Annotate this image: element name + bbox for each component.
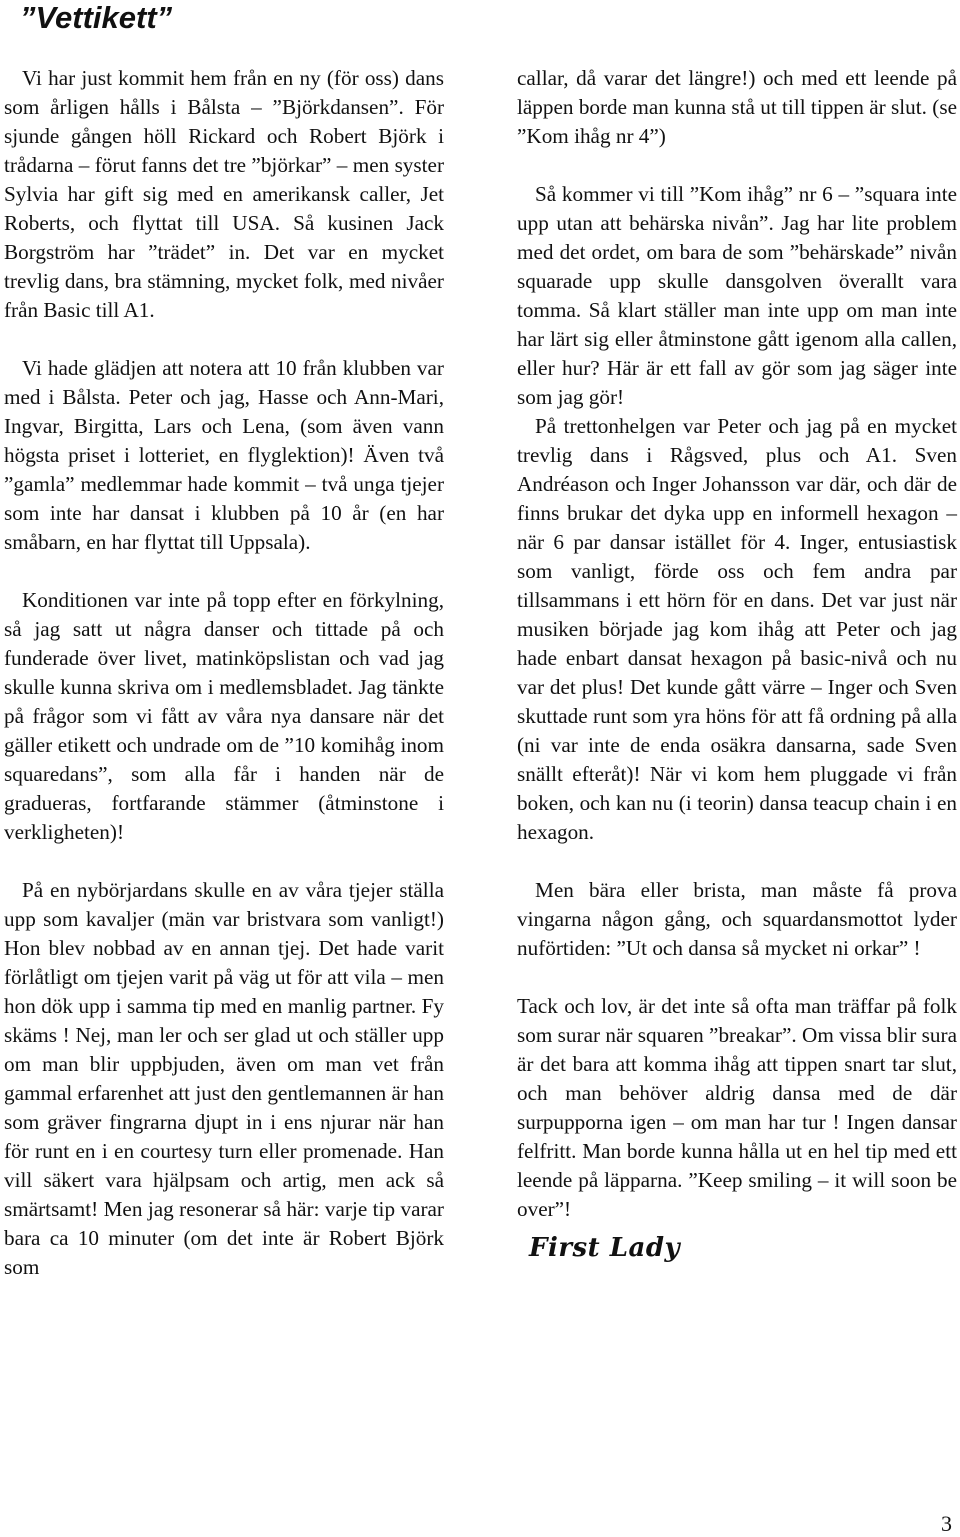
- paragraph-keep-smiling: Tack och lov, är det inte så ofta man träffar på folk som surar när squaren ”breakar”. Om vissa blir sura är det bara att komma ihåg att tippen snart tar slut, och man behöver aldrig dansa med de där surpupporna igen – om man har tur ! Ingen dansar felfritt. Man borde kunna hålla ut en hel tip med ett leende på läpparna. ”Keep smiling – it will soon be over”!: [517, 994, 957, 1221]
- paragraph-nybörjardans: På en nybörjardans skulle en av våra tjejer ställa upp som kavaljer (män var bristvara som vanligt!) Hon blev nobbad av en annan tjej. Det hade varit förlåtligt om tjejen varit på väg ut för att vila – men hon dök upp i samma tip med en manlig partner. Fy skäms ! Nej, man ler och ser glad ut och ställer upp om man blir uppbjuden, även om man vet från gammal erfarenhet att just den gentlemannen är han som gräver fingrarna djupt in i ens njurar när han för runt en i en courtesy turn eller promenade. Han vill säkert vara hjälpsam och artig, men ack så smärtsamt! Men jag resonerar så här: varje tip varar bara ca 10 minuter (om det inte är Robert Björk som: [4, 878, 444, 1279]
- paragraph-kondition: Konditionen var inte på topp efter en förkylning, så jag satt ut några danser och tittade på och funderade över livet, matinköpslistan och vad jag skulle kunna skriva om i medlemsbladet. Jag tänkte på frågor som vi fått av våra nya dansare när det gäller etikett och undrade om de ”10 komihåg inom squaredans”, som alla får i handen när de gradueras, fortfarande stämmer (åtminstone i verkligheten)!: [4, 588, 444, 844]
- paragraph-trettonhelgen: På trettonhelgen var Peter och jag på en mycket trevlig dans i Rågsved, plus och A1. Sven Andréason och Inger Johansson var där, och där de finns brukar det dyka upp en informell hexagon – när 6 par dansar istället för 4. Inger, entusiastisk som vanligt, förde oss och fem andra par tillsammans i ett hörn för en dans. Det var just när musiken började jag kom ihåg att Peter och jag hade enbart dansat hexagon på basic-nivå och nu var det plus! Det kunde gått värre – Inger och Sven skuttade runt som yra höns för att få ordning på alla (ni var inte de enda osäkra dansarna, sade Sven snällt efteråt)! När vi kom hem pluggade vi från boken, och kan nu (i teorin) dansa teacup chain i en hexagon.: [517, 414, 957, 844]
- signature: First Lady: [529, 1233, 681, 1263]
- paragraph-continued: callar, då varar det längre!) och med ett leende på läppen borde man kunna stå ut till tippen är slut. (se ”Kom ihåg nr 4”): [517, 66, 957, 148]
- paragraph-motto: Men bära eller brista, man måste få prova vingarna någon gång, och squardansmottot lyder nuförtiden: ”Ut och dansa så mycket ni orkar” !: [517, 878, 957, 960]
- paragraph-kom-ihag-6: Så kommer vi till ”Kom ihåg” nr 6 – ”squara inte upp utan att behärska nivån”. Jag har lite problem med det ordet, om bara de som ”behärskade” nivån squarade upp skulle dansgolven överallt vara tomma. Så klart ställer man inte upp om man inte har lärt sig eller åtminstone gått igenom alla callen, eller hur? Här är ett fall av gör som jag säger inte som jag gör!: [517, 182, 957, 409]
- page-number: 3: [941, 1511, 952, 1536]
- paragraph-club-members: Vi hade glädjen att notera att 10 från klubben var med i Bålsta. Peter och jag, Hasse och Ann-Mari, Ingvar, Birgitta, Lars och Lena, (som även vann högsta priset i lotteriet, en flyglektion)! Även två ”gamla” medlemmar hade kommit – två unga tjejer som inte har dansat i klubben på 10 år (en har småbarn, en har flyttat till Uppsala).: [4, 356, 444, 554]
- right-column: [517, 64, 957, 1266]
- left-column: [4, 64, 444, 1282]
- paragraph-bjorkdansen: Vi har just kommit hem från en ny (för oss) dans som årligen hålls i Bålsta – ”Björkdansen”. För sjunde gången höll Rickard och Robert Björk i trådarna – förut fanns det tre ”björkar” – men syster Sylvia har gift sig med en amerikansk caller, Jet Roberts, och flyttat till USA. Så kusinen Jack Borgström har ”trädet” in. Det var en mycket trevlig dans, bra stämning, mycket folk, med nivåer från Basic till A1.: [4, 66, 444, 322]
- article-title: ”Vettikett”: [20, 0, 173, 35]
